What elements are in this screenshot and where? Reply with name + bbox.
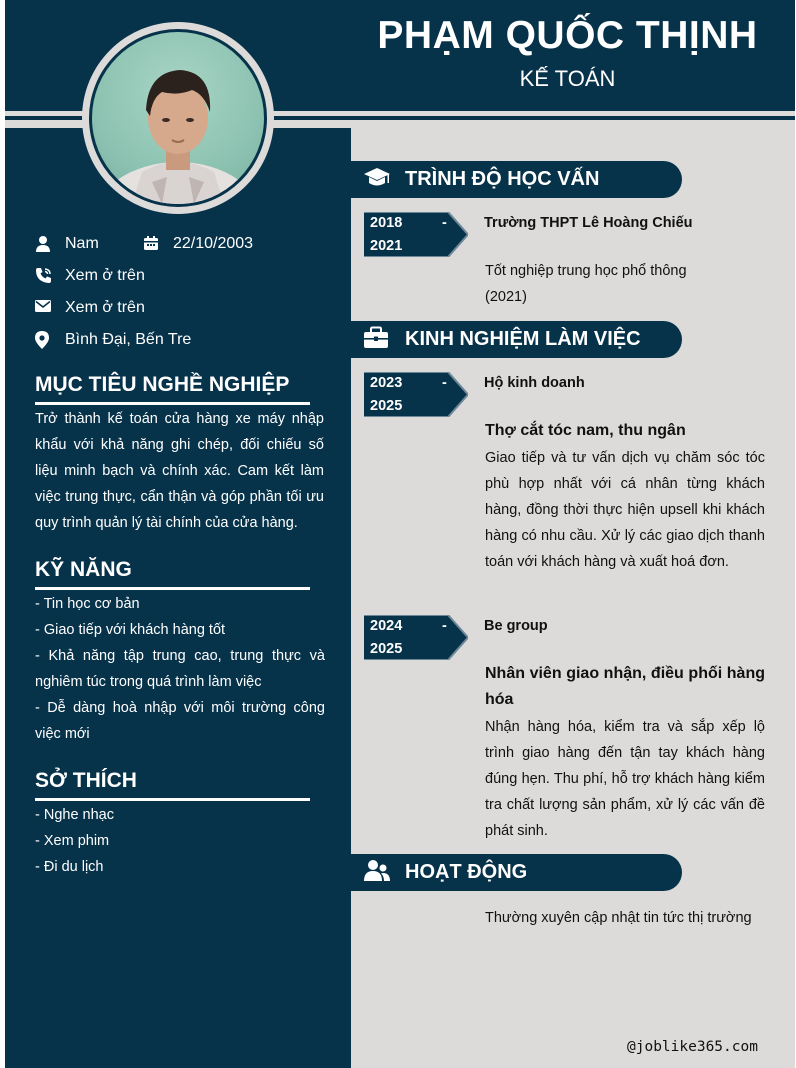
education-start: 2018	[370, 215, 403, 231]
education-end: 2021	[370, 238, 403, 254]
objective-title: MỤC TIÊU NGHỀ NGHIỆP	[35, 373, 290, 396]
candidate-name: PHẠM QUỐC THỊNH	[377, 14, 758, 57]
phone-icon	[35, 267, 53, 285]
graduation-cap-icon	[363, 166, 391, 194]
job2-dash: -	[442, 618, 447, 634]
address-value: Bình Đại, Bến Tre	[65, 331, 192, 348]
job2-role: Nhân viên giao nhận, điều phối hàng hóa	[485, 665, 765, 708]
hobby-item: - Xem phim	[35, 833, 110, 849]
activities-banner	[351, 854, 682, 891]
hobby-item: - Đi du lịch	[35, 859, 104, 875]
avatar-photo	[92, 32, 264, 204]
address-row	[35, 330, 191, 350]
footer-watermark: @joblike365.com	[627, 1039, 758, 1055]
hobbies-list	[35, 802, 325, 880]
location-pin-icon	[35, 331, 53, 349]
job1-start: 2023	[370, 375, 403, 391]
job2-date-badge	[364, 615, 468, 660]
activities-title: HOẠT ĐỘNG	[405, 861, 528, 883]
job1-description: Giao tiếp và tư vấn dịch vụ chăm sóc tóc phù hợp nhất với cá nhân từng khách hàng, đồng thời thực hiện upsell khi khách hàng có nhu cầu. Xử lý các giao dịch thanh toán với khách hàng và xuất hoá đơn.	[485, 450, 765, 570]
users-icon	[363, 859, 391, 887]
skill-item: - Dễ dàng hoà nhập với môi trường công việc mới	[35, 700, 325, 742]
hobbies-title: SỞ THÍCH	[35, 769, 137, 792]
skill-item: - Giao tiếp với khách hàng tốt	[35, 622, 226, 638]
job1-date-badge	[364, 372, 468, 417]
education-detail: Tốt nghiệp trung học phổ thông (2021)	[485, 263, 687, 305]
job1-end: 2025	[370, 398, 403, 414]
objective-rule	[35, 402, 310, 405]
job1-dash: -	[442, 375, 447, 391]
person-icon	[35, 235, 53, 253]
skills-title: KỸ NĂNG	[35, 558, 132, 581]
phone-row	[35, 266, 145, 286]
job2-end: 2025	[370, 641, 403, 657]
job2-start: 2024	[370, 618, 403, 634]
experience-banner	[351, 321, 682, 358]
gender-row	[35, 234, 99, 254]
hobbies-rule	[35, 798, 310, 801]
job-title: KẾ TOÁN	[519, 66, 616, 91]
education-date-badge	[364, 212, 468, 257]
objective-text: Trở thành kế toán cửa hàng xe máy nhập khẩu với khả năng ghi chép, đối chiếu số liệu minh bạch và chính xác. Cam kết làm việc trung thực, cẩn thận và góp phần tối ưu quy trình quản lý tài chính của cửa hàng.	[35, 411, 324, 531]
birthday-row	[143, 234, 253, 254]
education-title: TRÌNH ĐỘ HỌC VẤN	[405, 168, 600, 190]
job2-description: Nhận hàng hóa, kiểm tra và sắp xếp lộ trình giao hàng đến tận tay khách hàng đúng hẹn. Thu phí, hỗ trợ khách hàng kiểm tra chất lượng sản phẩm, xử lý các vấn đề phát sinh.	[485, 719, 765, 839]
gender-value: Nam	[65, 235, 99, 252]
job1-role: Thợ cắt tóc nam, thu ngân	[485, 422, 686, 439]
skills-list	[35, 591, 325, 747]
calendar-icon	[143, 235, 161, 253]
email-value: Xem ở trên	[65, 299, 145, 316]
skills-rule	[35, 587, 310, 590]
cv-page	[5, 0, 795, 1068]
school-name: Trường THPT Lê Hoàng Chiếu	[484, 215, 693, 231]
hobby-item: - Nghe nhạc	[35, 807, 114, 823]
birthday-value: 22/10/2003	[173, 235, 254, 252]
education-banner	[351, 161, 682, 198]
briefcase-icon	[363, 326, 391, 354]
job2-company: Be group	[484, 618, 548, 634]
email-row	[35, 298, 145, 318]
experience-title: KINH NGHIỆM LÀM VIỆC	[405, 328, 641, 350]
education-dash: -	[442, 215, 447, 231]
skill-item: - Khả năng tập trung cao, trung thực và nghiêm túc trong quá trình làm việc	[35, 648, 325, 690]
job1-company: Hộ kinh doanh	[484, 375, 585, 391]
phone-value: Xem ở trên	[65, 267, 145, 284]
skill-item: - Tin học cơ bản	[35, 596, 140, 612]
envelope-icon	[35, 299, 53, 317]
activities-text: Thường xuyên cập nhật tin tức thị trường	[485, 910, 752, 926]
